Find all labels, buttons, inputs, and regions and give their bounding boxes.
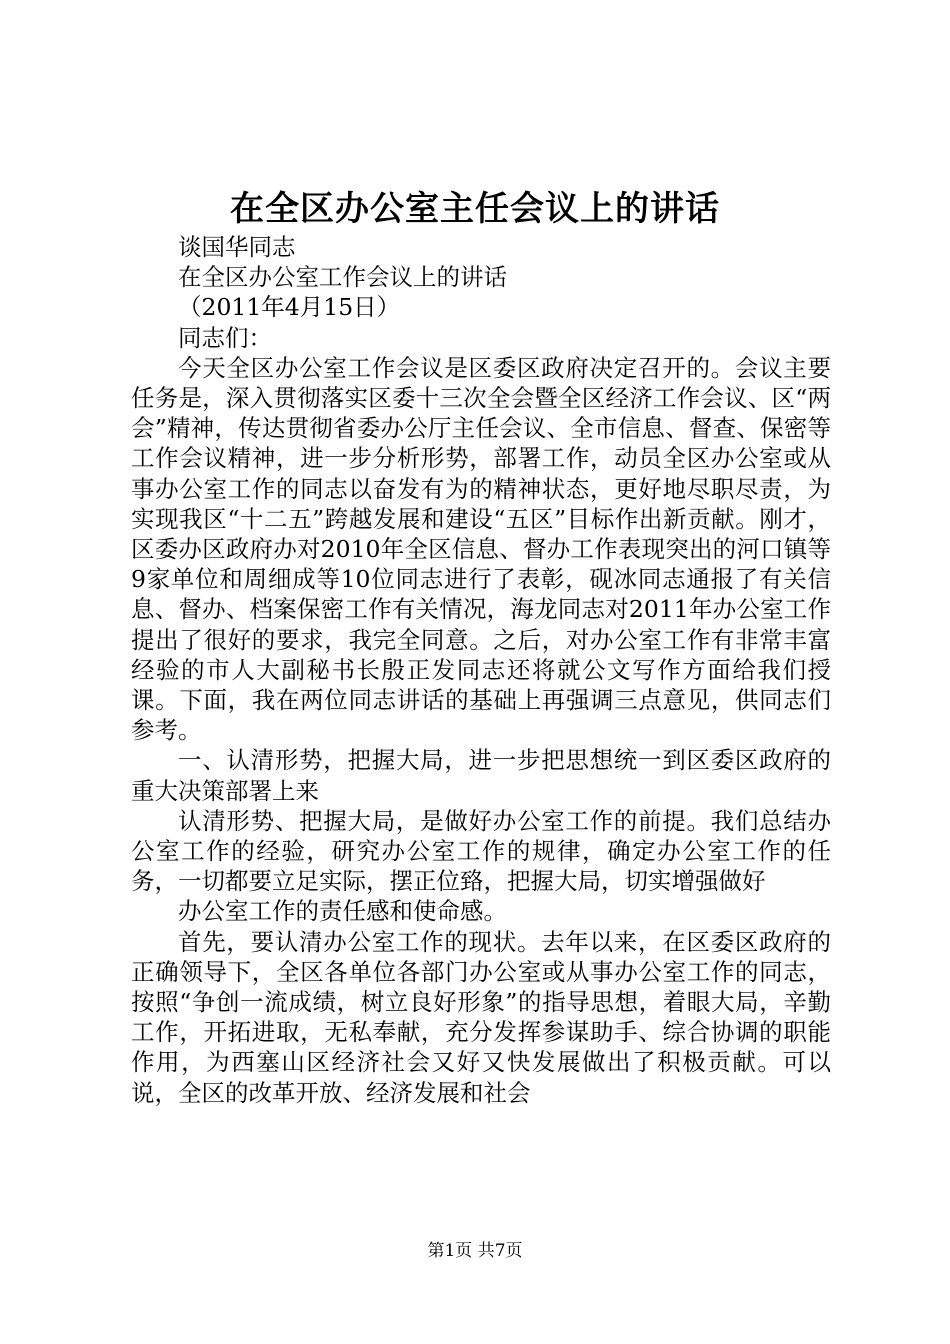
body-paragraph: 认清形势、把握大局，是做好办公室工作的前提。我们总结办公室工作的经验，研究办公室工作的规律，确定办公室工作的任务，一切都要立足实际，摆正位臵，把握大局，切实增强做好: [131, 806, 831, 896]
section-heading: 一、认清形势，把握大局，进一步把思想统一到区委区政府的重大决策部署上来: [131, 746, 831, 805]
body-paragraph: 办公室工作的责任感和使命感。: [178, 897, 507, 926]
document-body: [131, 232, 831, 1108]
speaker-line: 谈国华同志: [178, 233, 296, 261]
body-paragraph: 今天全区办公室工作会议是区委区政府决定召开的。会议主要任务是，深入贯彻落实区委十三次全会暨全区经济工作会议、区“两会”精神，传达贯彻省委办公厅主任会议、全市信息、督查、保密等工作会议精神，进一步分析形势，部署工作，动员全区办公室或从事办公室工作的同志以奋发有为的精神状态，更好地尽职尽责，为实现我区“十二五”跨越发展和建设“五区”目标作出新贡献。刚才，区委办区政府办对2010年全区信息、督办工作表现突出的河口镇等9家单位和周细成等10位同志进行了表彰，砚冰同志通报了有关信息、督办、档案保密工作有关情况，海龙同志对2011年办公室工作提出了很好的要求，我完全同意。之后，对办公室工作有非常丰富经验的市人大副秘书长殷正发同志还将就公文写作方面给我们授课。下面，我在两位同志讲话的基础上再强调三点意见，供同志们参考。: [131, 353, 831, 745]
salutation: 同志们：: [178, 323, 272, 352]
page-number-footer: 第1页 共7页: [427, 1241, 523, 1261]
speech-subtitle: 在全区办公室工作会议上的讲话: [178, 263, 507, 292]
document-title: 在全区办公室主任会议上的讲话: [230, 189, 720, 229]
speech-date: （2011年4月15日）: [178, 293, 401, 322]
body-paragraph: 首先，要认清办公室工作的现状。去年以来，在区委区政府的正确领导下，全区各单位各部门办公室或从事办公室工作的同志，按照“争创一流成绩，树立良好形象”的指导思想，着眼大局，辛勤工作，开拓进取，无私奉献，充分发挥参谋助手、综合协调的职能作用，为西塞山区经济社会又好又快发展做出了积极贡献。可以说，全区的改革开放、经济发展和社会: [131, 927, 831, 1107]
